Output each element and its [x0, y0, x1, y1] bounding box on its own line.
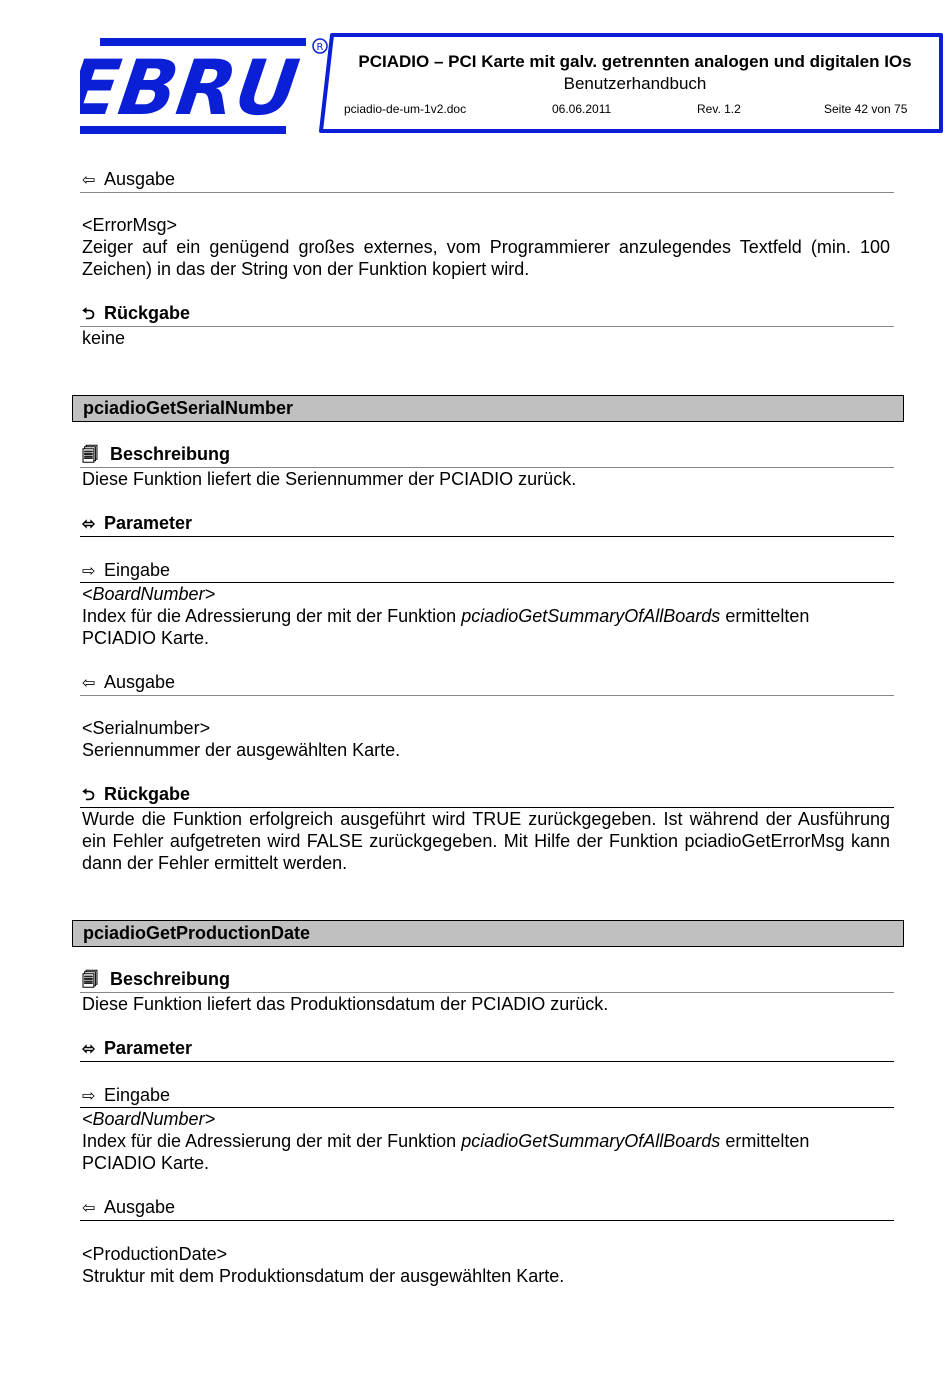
- arrow-right-icon: ⇨: [82, 1088, 96, 1105]
- rueckgabe-description: Wurde die Funktion erfolgreich ausgeführt wird TRUE zurückgegeben. Ist während der Ausführung ein Fehler aufgetreten wird FALSE zurückgegeben. Mit Hilfe der Funktion pciadioGetErrorMsg kann dann der Fehler ermittelt werden.: [82, 809, 890, 873]
- ausgabe-heading: ⇦ Ausgabe: [82, 168, 175, 192]
- arrow-right-icon: ⇨: [82, 563, 96, 580]
- double-arrow-icon: ⬄: [82, 1041, 96, 1058]
- divider: [80, 536, 894, 537]
- ausgabe-description: Zeiger auf ein genügend großes externes, vom Programmierer anzulegendes Textfeld (min. 100 Zeichen) in das der String von der Funktion kopiert wird.: [82, 237, 890, 279]
- beschreibung-description: Diese Funktion liefert die Seriennummer der PCIADIO zurück.: [82, 469, 577, 489]
- divider: [80, 695, 894, 696]
- ausgabe-description: Struktur mit dem Produktionsdatum der ausgewählten Karte.: [82, 1266, 565, 1286]
- beschreibung-description: Diese Funktion liefert das Produktionsdatum der PCIADIO zurück.: [82, 994, 609, 1014]
- section-title: pciadioGetProductionDate: [83, 923, 311, 943]
- arrow-left-icon: ⇦: [82, 172, 96, 189]
- ausgabe-heading: ⇦ Ausgabe: [82, 1196, 175, 1220]
- section-title-bar: [72, 920, 904, 947]
- ebru-logo: [80, 36, 330, 136]
- param-name: <ProductionDate>: [82, 1244, 228, 1264]
- section-title: pciadioGetSerialNumber: [83, 398, 294, 418]
- return-arrow-icon: ⮌: [82, 306, 95, 323]
- document-icon: 🗐: [82, 972, 98, 989]
- document-icon: 🗐: [82, 447, 98, 464]
- svg-text:R: R: [316, 42, 324, 53]
- param-name: <BoardNumber>: [82, 584, 216, 604]
- page-number: Seite 42 von 75: [824, 102, 908, 116]
- rueckgabe-heading: ⮌ Rückgabe: [82, 302, 190, 326]
- divider: [80, 326, 894, 327]
- double-arrow-icon: ⬄: [82, 516, 96, 533]
- beschreibung-heading: 🗐 Beschreibung: [82, 968, 230, 992]
- rueckgabe-heading: ⮌ Rückgabe: [82, 783, 190, 807]
- param-name: <ErrorMsg>: [82, 215, 178, 235]
- document-filename: pciadio-de-um-1v2.doc: [344, 102, 467, 116]
- document-date: 06.06.2011: [552, 102, 612, 116]
- divider: [80, 1061, 894, 1062]
- eingabe-description-cont: PCIADIO Karte.: [82, 1153, 210, 1173]
- divider: [80, 192, 894, 193]
- arrow-left-icon: ⇦: [82, 1200, 96, 1217]
- document-revision: Rev. 1.2: [697, 102, 741, 116]
- eingabe-description: Index für die Adressierung der mit der Funktion pciadioGetSummaryOfAllBoards ermittelten: [82, 606, 810, 626]
- parameter-heading: ⬄ Parameter: [82, 1037, 192, 1061]
- eingabe-heading: ⇨ Eingabe: [82, 559, 170, 583]
- divider: [80, 1220, 894, 1221]
- ausgabe-heading: ⇦ Ausgabe: [82, 671, 175, 695]
- eingabe-description: Index für die Adressierung der mit der Funktion pciadioGetSummaryOfAllBoards ermittelten: [82, 1131, 810, 1151]
- param-name: <Serialnumber>: [82, 718, 211, 738]
- section-title-bar: [72, 395, 904, 422]
- document-title: PCIADIO – PCI Karte mit galv. getrennten analogen und digitalen IOs: [358, 52, 912, 71]
- return-arrow-icon: ⮌: [82, 787, 95, 804]
- ausgabe-description: Seriennummer der ausgewählten Karte.: [82, 740, 401, 760]
- svg-text:EBRU: EBRU: [80, 44, 304, 133]
- document-subtitle: Benutzerhandbuch: [563, 74, 707, 93]
- beschreibung-heading: 🗐 Beschreibung: [82, 443, 230, 467]
- eingabe-heading: ⇨ Eingabe: [82, 1084, 170, 1108]
- arrow-left-icon: ⇦: [82, 675, 96, 692]
- param-name: <BoardNumber>: [82, 1109, 216, 1129]
- eingabe-description-cont: PCIADIO Karte.: [82, 628, 210, 648]
- rueckgabe-description: keine: [82, 328, 126, 348]
- parameter-heading: ⬄ Parameter: [82, 512, 192, 536]
